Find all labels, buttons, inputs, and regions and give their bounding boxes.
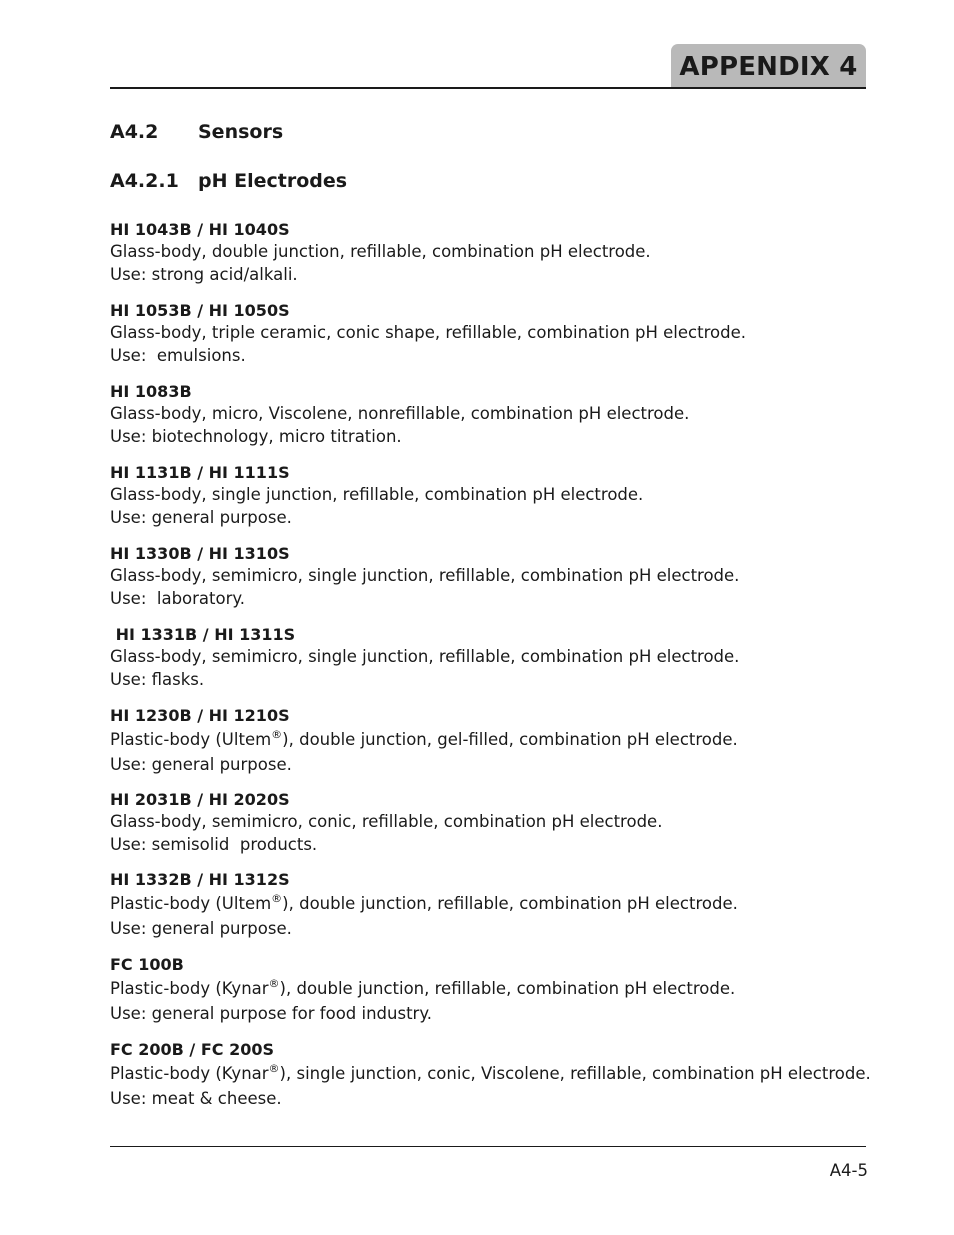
electrode-use: Use: laboratory. (110, 588, 246, 608)
description-text-cont: ), double junction, refillable, combination pH electrode. (282, 894, 738, 913)
electrode-use: Use: general purpose. (110, 755, 292, 774)
subsection-heading (110, 170, 347, 192)
subsection-title: pH Electrodes (198, 170, 348, 192)
electrode-entry (110, 300, 880, 367)
electrode-description (110, 403, 880, 426)
electrode-model: HI 1230B / HI 1210S (110, 706, 290, 725)
description-text-cont: ), double junction, gel-filled, combination pH electrode. (282, 730, 738, 749)
electrode-description (110, 484, 880, 507)
electrode-entry (110, 869, 880, 941)
electrode-entry (110, 624, 880, 691)
footer-rule (110, 1146, 866, 1147)
electrode-entry (110, 543, 880, 610)
header-rule (110, 87, 866, 89)
electrode-entry (110, 219, 880, 286)
description-text-cont: ), single junction, conic, Viscolene, refillable, combination pH electrode. (279, 1064, 871, 1083)
electrode-use: Use: meat & cheese. (110, 1089, 282, 1108)
electrode-description (110, 322, 880, 345)
electrode-entry (110, 789, 880, 856)
description-text: Glass-body, triple ceramic, conic shape, refillable, combination pH electrode. (110, 323, 746, 342)
description-text: Plastic-body (Kynar (110, 979, 269, 998)
electrode-use: Use: emulsions. (110, 345, 246, 365)
electrode-use: Use: general purpose. (110, 919, 292, 938)
description-text: Glass-body, semimicro, single junction, refillable, combination pH electrode. (110, 647, 740, 666)
registered-mark: ® (268, 977, 280, 990)
electrode-list (110, 219, 880, 1111)
registered-mark: ® (268, 1062, 280, 1075)
electrode-model: HI 2031B / HI 2020S (110, 790, 290, 809)
description-text: Glass-body, double junction, refillable, combination pH electrode. (110, 242, 651, 261)
electrode-entry (110, 954, 880, 1026)
electrode-entry (110, 381, 880, 448)
section-heading (110, 121, 283, 143)
description-text-cont: ), double junction, refillable, combination pH electrode. (279, 979, 736, 998)
registered-mark: ® (271, 728, 283, 741)
registered-mark: ® (271, 892, 283, 905)
electrode-use: Use: flasks. (110, 669, 205, 689)
electrode-description (110, 976, 880, 1001)
electrode-entry (110, 705, 880, 777)
electrode-use: Use: semisolid products. (110, 834, 318, 854)
description-text: Glass-body, single junction, refillable, combination pH electrode. (110, 485, 644, 504)
description-text: Glass-body, semimicro, single junction, refillable, combination pH electrode. (110, 566, 740, 585)
electrode-description (110, 241, 880, 264)
electrode-use: Use: general purpose for food industry. (110, 1004, 432, 1023)
electrode-entry (110, 1039, 880, 1111)
electrode-use: Use: biotechnology, micro titration. (110, 426, 402, 446)
electrode-model: HI 1053B / HI 1050S (110, 301, 290, 320)
description-text: Plastic-body (Ultem (110, 730, 272, 749)
electrode-use: Use: strong acid/alkali. (110, 264, 298, 284)
electrode-description (110, 811, 880, 834)
page-number: A4-5 (829, 1161, 868, 1180)
electrode-model: FC 100B (110, 955, 184, 974)
electrode-description (110, 1061, 880, 1086)
description-text: Glass-body, semimicro, conic, refillable, combination pH electrode. (110, 812, 663, 831)
section-title: Sensors (198, 121, 284, 143)
section-number: A4.2 (110, 121, 159, 143)
description-text: Glass-body, micro, Viscolene, nonrefillable, combination pH electrode. (110, 404, 690, 423)
electrode-model: HI 1131B / HI 1111S (110, 463, 290, 482)
electrode-description (110, 646, 880, 669)
electrode-model: HI 1043B / HI 1040S (110, 220, 290, 239)
electrode-model: HI 1331B / HI 1311S (110, 625, 296, 644)
electrode-description (110, 727, 880, 752)
electrode-description (110, 891, 880, 916)
electrode-model: HI 1330B / HI 1310S (110, 544, 290, 563)
electrode-description (110, 565, 880, 588)
description-text: Plastic-body (Kynar (110, 1064, 269, 1083)
appendix-tab: APPENDIX 4 (671, 44, 866, 88)
electrode-use: Use: general purpose. (110, 507, 292, 527)
description-text: Plastic-body (Ultem (110, 894, 272, 913)
electrode-model: HI 1083B (110, 382, 192, 401)
electrode-model: HI 1332B / HI 1312S (110, 870, 290, 889)
electrode-entry (110, 462, 880, 529)
electrode-model: FC 200B / FC 200S (110, 1040, 274, 1059)
subsection-number: A4.2.1 (110, 170, 179, 192)
